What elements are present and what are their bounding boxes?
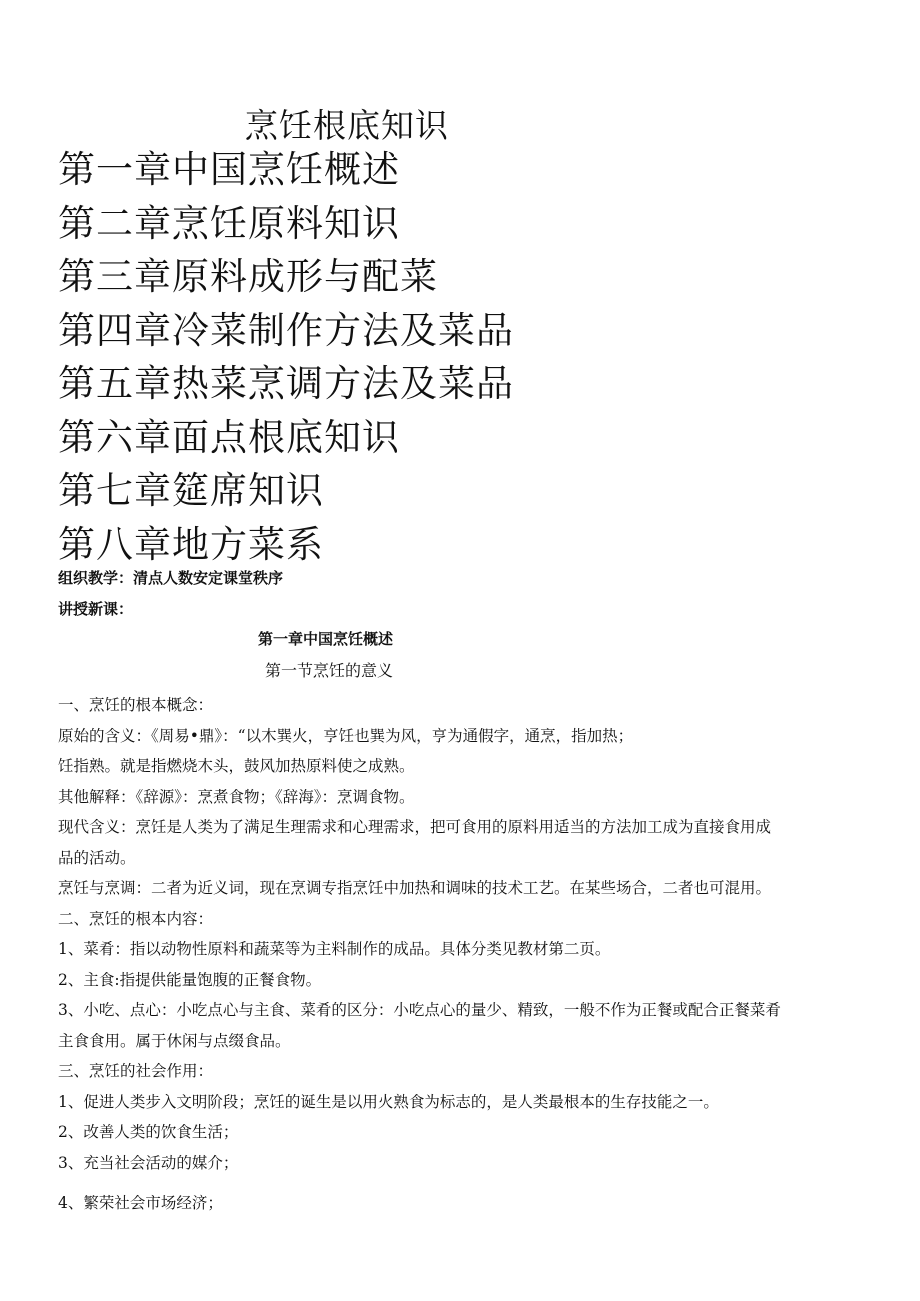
paragraph-line: 1、促进人类步入文明阶段；烹饪的诞生是以用火熟食为标志的，是人类最根本的生存技能之一。 — [58, 1092, 719, 1111]
toc-chapter-6: 第六章面点根底知识 — [58, 415, 400, 459]
paragraph-line: 三、烹饪的社会作用： — [58, 1062, 214, 1080]
paragraph-line: 品的活动。 — [58, 848, 136, 867]
organize-teaching-line: 组织教学：清点人数安定课堂秩序 — [58, 569, 284, 587]
paragraph-line: 原始的含义：《周易•鼎》：“以木巽火，亨饪也巽为风，亨为通假字，通烹，指加热； — [58, 726, 634, 745]
paragraph-line: 烹饪与烹调：二者为近义词，现在烹调专指烹饪中加热和调味的技术工艺。在某些场合，二者也可混用。 — [58, 879, 772, 897]
paragraph-line: 2、改善人类的饮食生活； — [58, 1123, 239, 1141]
paragraph-line: 3、小吃、点心：小吃点心与主食、菜肴的区分：小吃点心的量少、精致，一般不作为正餐或配合正餐菜肴 — [58, 1001, 781, 1019]
toc-chapter-8: 第八章地方菜系 — [58, 522, 324, 566]
toc-chapter-1: 第一章中国烹饪概述 — [58, 148, 400, 191]
paragraph-line: 饪指熟。就是指燃烧木头，鼓风加热原料使之成熟。 — [58, 757, 415, 775]
section-heading: 第一节烹饪的意义 — [265, 661, 394, 680]
document-title: 烹饪根底知识 — [245, 106, 449, 145]
body-text — [58, 690, 858, 1219]
paragraph-line: 一、烹饪的根本概念： — [58, 696, 214, 714]
paragraph-line: 1、菜肴：指以动物性原料和蔬菜等为主料制作的成品。具体分类见教材第二页。 — [58, 940, 611, 958]
toc-chapter-3: 第三章原料成形与配菜 — [58, 255, 438, 298]
paragraph-line: 主食食用。属于休闲与点缀食品。 — [58, 1031, 291, 1050]
paragraph-line: 4、繁荣社会市场经济； — [58, 1194, 223, 1212]
paragraph-line: 现代含义：烹饪是人类为了满足生理需求和心理需求，把可食用的原料用适当的方法加工成为直接食用成 — [58, 818, 772, 836]
table-of-contents — [58, 143, 514, 571]
toc-chapter-7: 第七章筵席知识 — [58, 469, 324, 512]
toc-chapter-5: 第五章热菜烹调方法及菜品 — [58, 362, 514, 405]
chapter-heading: 第一章中国烹饪概述 — [258, 630, 394, 648]
paragraph-line: 2、主食:指提供能量饱腹的正餐食物。 — [58, 970, 322, 989]
paragraph-line: 其他解释：《辞源》：烹煮食物；《辞海》：烹调食物。 — [58, 787, 415, 806]
toc-chapter-2: 第二章烹饪原料知识 — [58, 201, 400, 245]
paragraph-line: 二、烹饪的根本内容： — [58, 909, 214, 928]
new-lesson-line: 讲授新课： — [58, 600, 134, 618]
paragraph-line: 3、充当社会活动的媒介； — [58, 1153, 239, 1172]
toc-chapter-4: 第四章冷菜制作方法及菜品 — [58, 308, 514, 352]
